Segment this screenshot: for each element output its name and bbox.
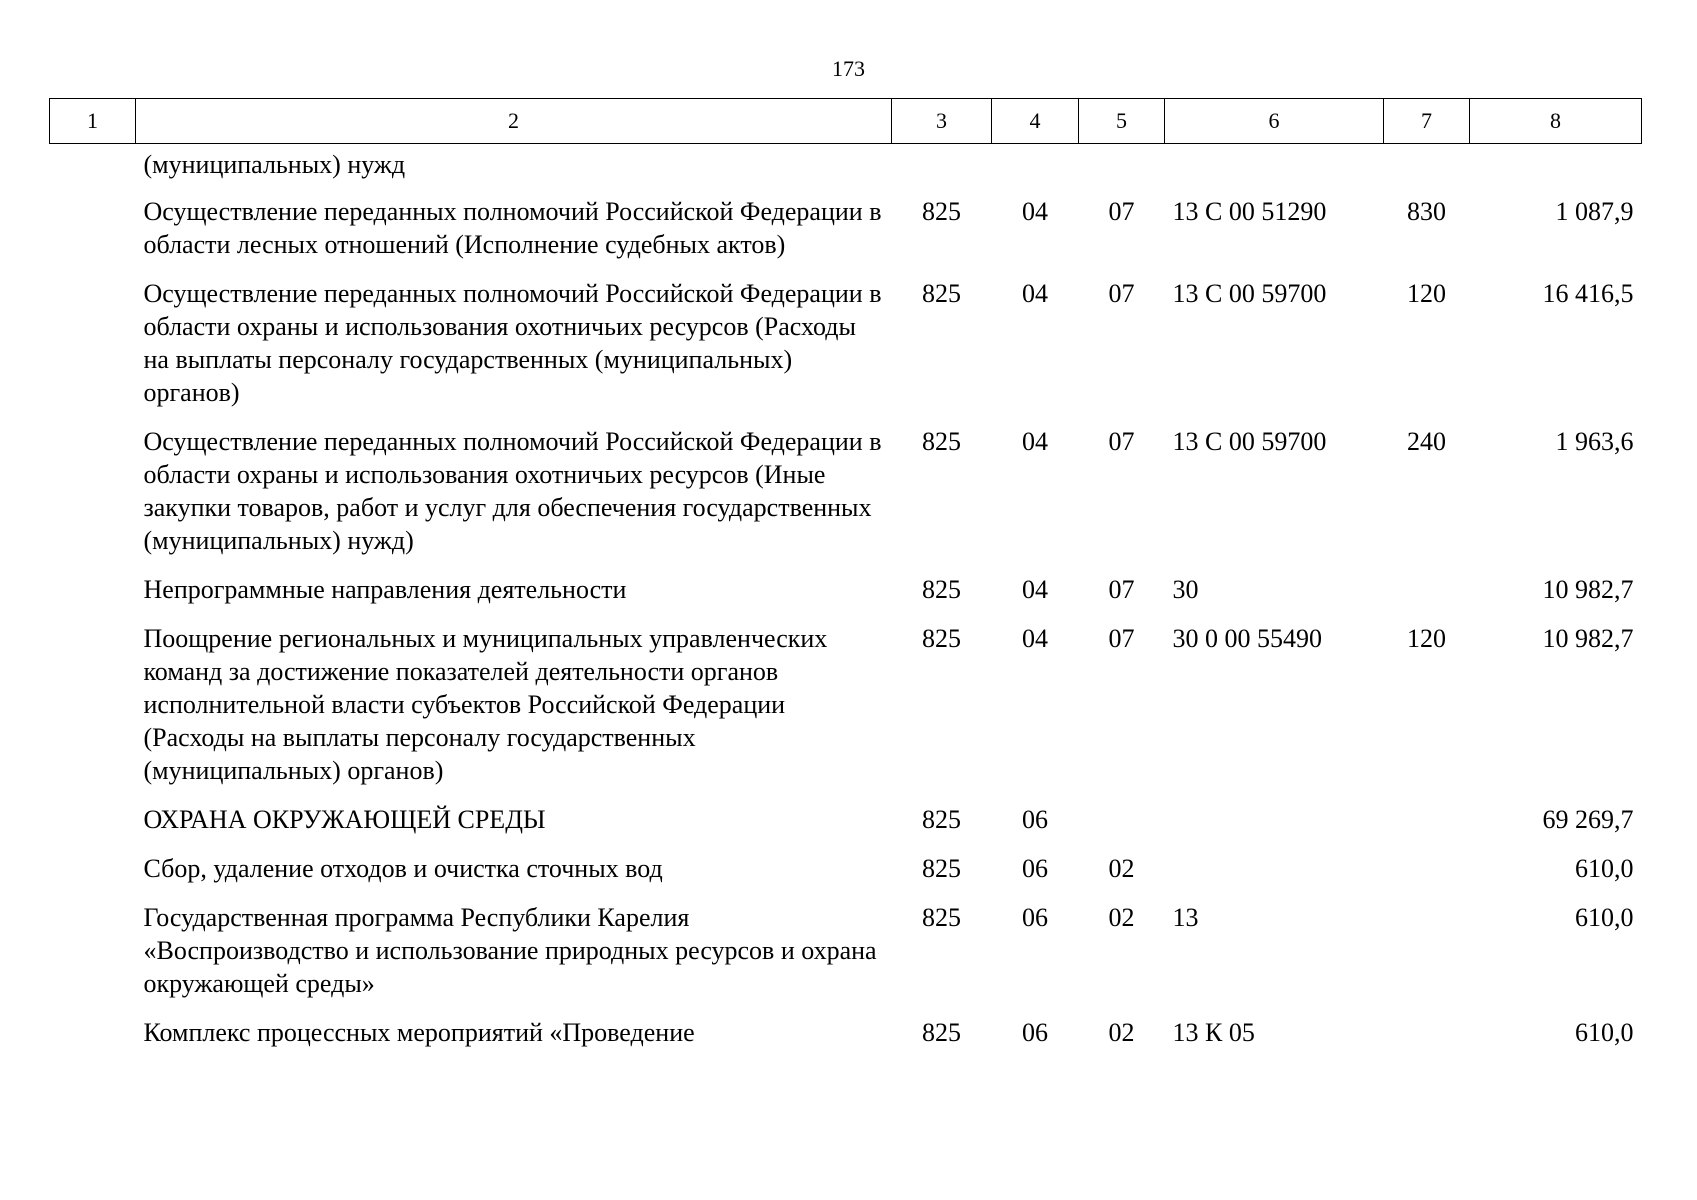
- expense-type-code: 120: [1407, 624, 1446, 653]
- column-header-5: 5: [1079, 99, 1165, 144]
- row-name: Сбор, удаление отходов и очистка сточных вод: [143, 854, 663, 883]
- subsection-code: 02: [1108, 854, 1135, 883]
- ministry-code: 825: [922, 805, 961, 834]
- ministry-code: 825: [922, 1018, 961, 1047]
- column-header-1: 1: [50, 99, 136, 144]
- row-name: Непрограммные направления деятельности: [143, 575, 627, 604]
- section-code: 06: [1022, 1018, 1048, 1047]
- row-index-cell: [50, 425, 136, 573]
- target-item-code: 30: [1172, 575, 1199, 604]
- row-index-cell: [50, 852, 136, 901]
- row-index-cell: [50, 144, 136, 196]
- table-row: [50, 573, 1642, 622]
- target-item-code: 13: [1172, 903, 1199, 932]
- ministry-code: 825: [922, 903, 961, 932]
- ministry-code: 825: [922, 854, 961, 883]
- row-index-cell: [50, 1016, 136, 1065]
- ministry-code: 825: [922, 575, 961, 604]
- target-item-code: 13 С 00 51290: [1172, 197, 1327, 226]
- amount: 10 982,7: [1542, 624, 1634, 653]
- ministry-code: 825: [922, 197, 961, 226]
- page-number: 173: [832, 56, 865, 81]
- amount: 69 269,7: [1542, 805, 1634, 834]
- table-row: [50, 144, 1642, 196]
- column-header-6: 6: [1165, 99, 1384, 144]
- table-row: [50, 277, 1642, 425]
- ministry-code: 825: [922, 624, 961, 653]
- expense-type-code: [1384, 852, 1470, 901]
- column-header-7: 7: [1384, 99, 1470, 144]
- column-header-2: 2: [136, 99, 892, 144]
- row-index-cell: [50, 901, 136, 1016]
- budget-table: [49, 98, 1642, 1065]
- amount: 10 982,7: [1542, 575, 1634, 604]
- table-row: [50, 425, 1642, 573]
- table-row: [50, 195, 1642, 277]
- expense-type-code: [1384, 901, 1470, 1016]
- table-row: [50, 803, 1642, 852]
- subsection-code: 07: [1108, 624, 1135, 653]
- column-header-3: 3: [892, 99, 992, 144]
- section-code: 04: [1022, 624, 1048, 653]
- amount: 610,0: [1575, 1018, 1634, 1047]
- expense-type-code: 120: [1407, 279, 1446, 308]
- target-item-code: [1165, 144, 1384, 196]
- section-code: 04: [1022, 575, 1048, 604]
- table-body: [50, 144, 1642, 1066]
- table-row: [50, 901, 1642, 1016]
- target-item-code: [1165, 803, 1384, 852]
- table-row: [50, 622, 1642, 803]
- subsection-code: 07: [1108, 197, 1135, 226]
- target-item-code: 30 0 00 55490: [1172, 624, 1322, 653]
- amount: [1470, 144, 1642, 196]
- row-index-cell: [50, 803, 136, 852]
- subsection-code: 07: [1108, 279, 1135, 308]
- section-code: 04: [1022, 427, 1048, 456]
- section-code: 04: [1022, 197, 1048, 226]
- table-header: [50, 99, 1642, 144]
- row-index-cell: [50, 573, 136, 622]
- amount: 610,0: [1575, 903, 1634, 932]
- expense-type-code: [1384, 1016, 1470, 1065]
- expense-type-code: [1384, 803, 1470, 852]
- expense-type-code: 830: [1407, 197, 1446, 226]
- subsection-code: [1079, 144, 1165, 196]
- subsection-code: [1079, 803, 1165, 852]
- subsection-code: 02: [1108, 903, 1135, 932]
- amount: 610,0: [1575, 854, 1634, 883]
- expense-type-code: 240: [1407, 427, 1446, 456]
- target-item-code: 13 С 00 59700: [1172, 279, 1327, 308]
- expense-type-code: [1384, 144, 1470, 196]
- row-name: Осуществление переданных полномочий Российской Федерации в области охраны и использования охотничьих ресурсов (Иные закупки товаров, работ и услуг для обеспечения государственных (муниципальных) нужд): [143, 427, 882, 555]
- ministry-code: [892, 144, 992, 196]
- row-index-cell: [50, 277, 136, 425]
- row-name: Государственная программа Республики Карелия «Воспроизводство и использование природных ресурсов и охрана окружающей среды»: [143, 903, 877, 998]
- section-code: 06: [1022, 805, 1048, 834]
- section-code: 06: [1022, 903, 1048, 932]
- expense-type-code: [1384, 573, 1470, 622]
- row-index-cell: [50, 195, 136, 277]
- section-code: [992, 144, 1079, 196]
- row-name: Поощрение региональных и муниципальных управленческих команд за достижение показателей деятельности органов исполнительной власти субъектов Российской Федерации (Расходы на выплаты персоналу государственных (муниципальных) органов): [143, 624, 828, 785]
- header-row: [50, 99, 1642, 144]
- section-code: 06: [1022, 854, 1048, 883]
- amount: 1 087,9: [1555, 197, 1634, 226]
- table-row: [50, 852, 1642, 901]
- row-name: ОХРАНА ОКРУЖАЮЩЕЙ СРЕДЫ: [143, 805, 546, 834]
- subsection-code: 07: [1108, 575, 1135, 604]
- row-name: Осуществление переданных полномочий Российской Федерации в области лесных отношений (Исполнение судебных актов): [143, 197, 882, 259]
- row-index-cell: [50, 622, 136, 803]
- column-header-8: 8: [1470, 99, 1642, 144]
- target-item-code: 13 К 05: [1172, 1018, 1255, 1047]
- row-name: (муниципальных) нужд: [143, 150, 406, 179]
- row-name: Комплекс процессных мероприятий «Проведение: [143, 1018, 695, 1047]
- ministry-code: 825: [922, 279, 961, 308]
- amount: 16 416,5: [1542, 279, 1634, 308]
- amount: 1 963,6: [1555, 427, 1634, 456]
- subsection-code: 07: [1108, 427, 1135, 456]
- table-row: [50, 1016, 1642, 1065]
- column-header-4: 4: [992, 99, 1079, 144]
- section-code: 04: [1022, 279, 1048, 308]
- subsection-code: 02: [1108, 1018, 1135, 1047]
- target-item-code: [1165, 852, 1384, 901]
- target-item-code: 13 С 00 59700: [1172, 427, 1327, 456]
- ministry-code: 825: [922, 427, 961, 456]
- row-name: Осуществление переданных полномочий Российской Федерации в области охраны и использования охотничьих ресурсов (Расходы на выплаты персоналу государственных (муниципальных) органов): [143, 279, 882, 407]
